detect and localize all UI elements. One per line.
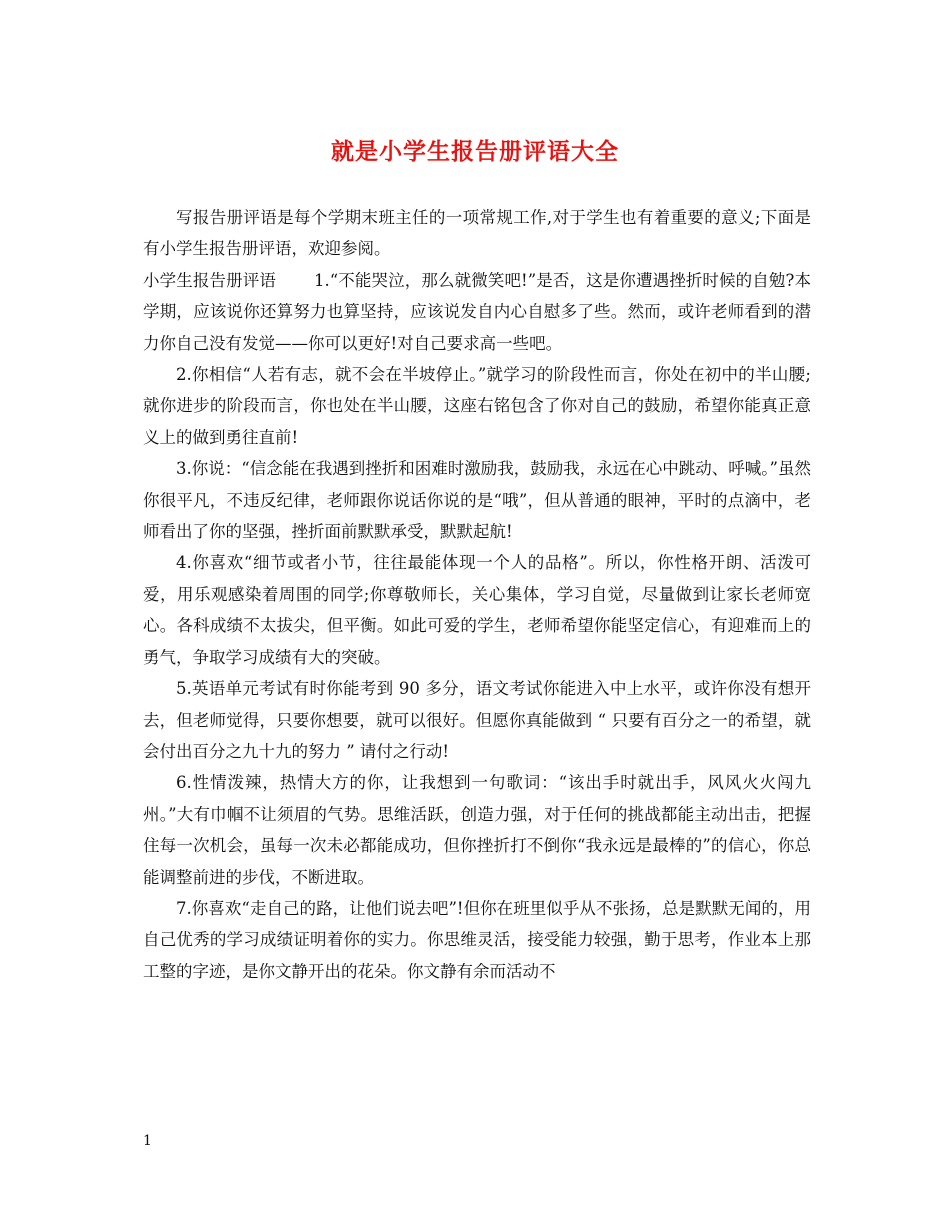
document-title: 就是小学生报告册评语大全 — [331, 138, 619, 165]
comment-paragraph-7: 7.你喜欢“走自己的路，让他们说去吧”!但你在班里似乎从不张扬，总是默默无闻的，用自己优秀的学习成绩证明着你的实力。你思维灵活，接受能力较强，勤于思考，作业本上那工整的字迹，是你文静开出的花朵。你文静有余而活动不 — [143, 898, 811, 981]
comment-paragraph-4: 4.你喜欢“细节或者小节，往往最能体现一个人的品格”。所以，你性格开朗、活泼可爱，用乐观感染着周围的同学;你尊敬师长，关心集体，学习自觉，尽量做到让家长老师宽心。各科成绩不太拔尖，但平衡。如此可爱的学生，老师希望你能坚定信心，有迎难而上的勇气，争取学习成绩有大的突破。 — [143, 553, 811, 667]
comment-paragraph-2: 2.你相信“人若有志，就不会在半坡停止。”就学习的阶段性而言，你处在初中的半山腰;就你进步的阶段而言，你也处在半山腰，这座右铭包含了你对自己的鼓励，希望你能真正意义上的做到勇往直前! — [143, 365, 811, 447]
section-label: 小学生报告册评语 — [143, 270, 276, 290]
comment-paragraph-1 — [143, 265, 811, 359]
comment-paragraph-5: 5.英语单元考试有时你能考到 90 多分，语文考试你能进入中上水平，或许你没有想开去，但老师觉得，只要你想要，就可以很好。但愿你真能做到 “ 只要有百分之一的希望，就会付出百分之九十九的努力 ” 请付之行动! — [143, 679, 811, 761]
comment-paragraph-6: 6.性情泼辣，热情大方的你，让我想到一句歌词：“该出手时就出手，风风火火闯九州。”大有巾帼不让须眉的气势。思维活跃，创造力强，对于任何的挑战都能主动出击，把握住每一次机会，虽每一次未必都能成功，但你挫折打不倒你“我永远是最棒的”的信心，你总能调整前进的步伐，不断进取。 — [143, 773, 811, 887]
comment-paragraph-3: 3.你说：“信念能在我遇到挫折和困难时激励我，鼓励我，永远在心中跳动、呼喊。”虽然你很平凡，不违反纪律，老师跟你说话你说的是“哦”，但从普通的眼神，平时的点滴中，老师看出了你的坚强，挫折面前默默承受，默默起航! — [143, 459, 811, 542]
comment-text-1: 1.“不能哭泣，那么就微笑吧!”是否，这是你遭遇挫折时候的自勉?本学期，应该说你还算努力也算坚持，应该说发自内心自慰多了些。然而，或许老师看到的潜力你自己没有发觉——你可以更好!对自己要求高一些吧。 — [143, 270, 811, 353]
intro-paragraph: 写报告册评语是每个学期末班主任的一项常规工作,对于学生也有着重要的意义;下面是有小学生报告册评语，欢迎参阅。 — [143, 208, 811, 259]
document-body — [143, 202, 811, 987]
page-number: 1 — [143, 1133, 152, 1149]
